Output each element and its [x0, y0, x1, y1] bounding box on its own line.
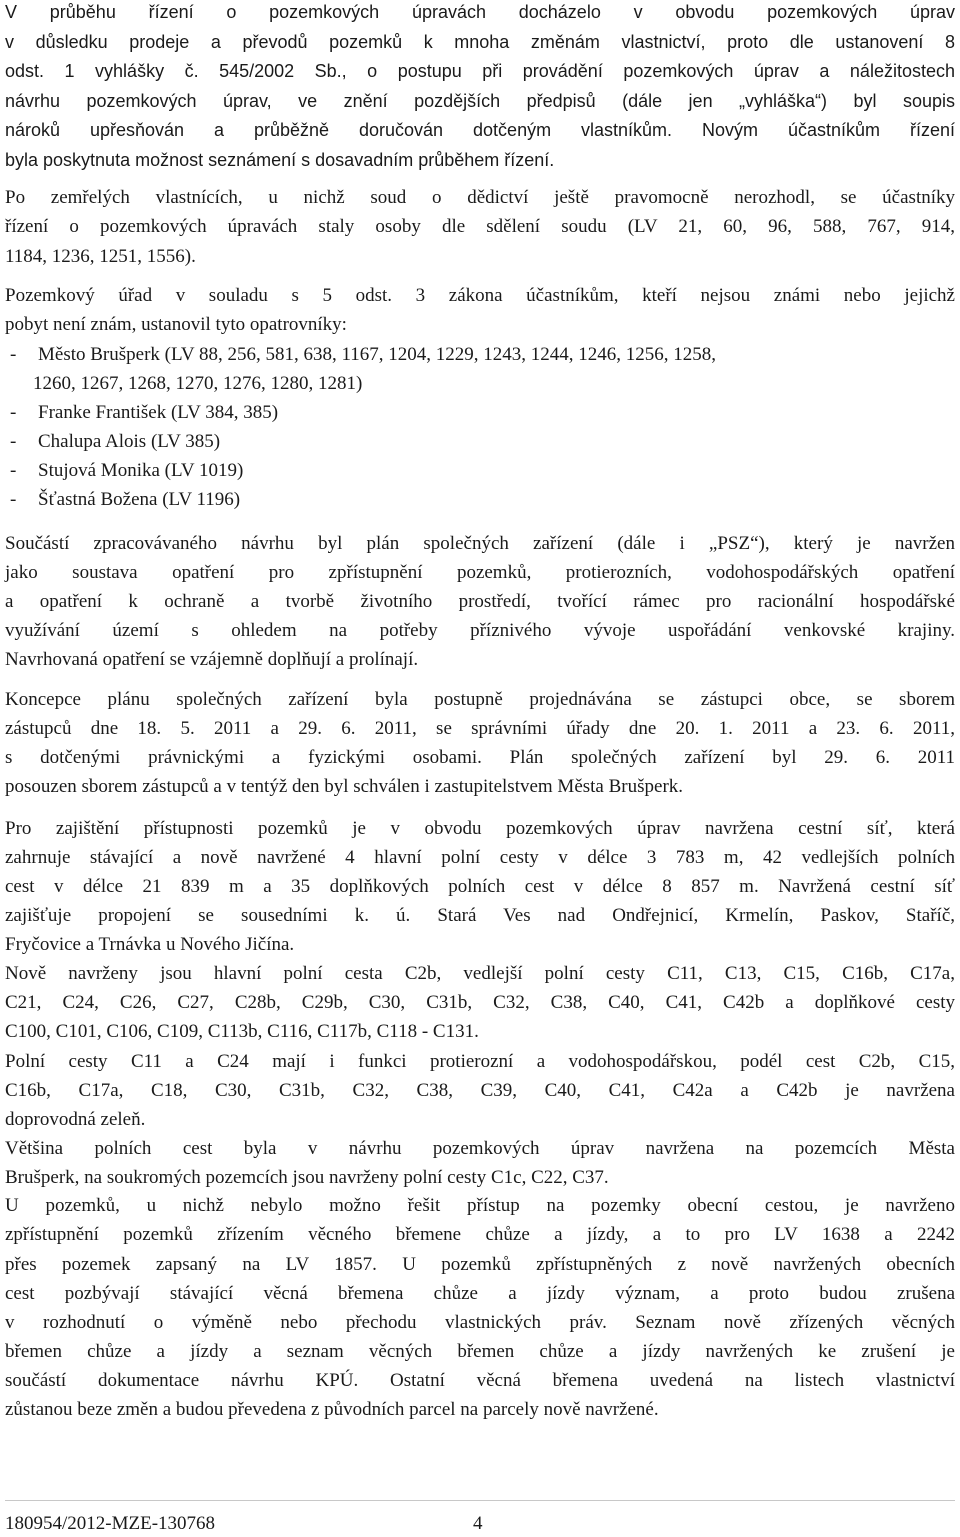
- list-dash: -: [10, 402, 17, 423]
- list-item-text: Stujová Monika (LV 1019): [38, 460, 244, 481]
- text-line: cest pozbývají stávající věcná břemena chůze a jízdy význam, a proto budou zrušena: [5, 1283, 955, 1304]
- text-line: Pro zajištění přístupnosti pozemků je v obvodu pozemkových úprav navržena cestní síť, která: [5, 818, 955, 839]
- list-dash: -: [10, 431, 17, 452]
- text-line: C21, C24, C26, C27, C28b, C29b, C30, C31b, C32, C38, C40, C41, C42b a doplňkové cesty: [5, 992, 955, 1013]
- text-line: řízení o pozemkových úpravách staly osoby dle sdělení soudu (LV 21, 60, 96, 588, 767, 914,: [5, 216, 955, 237]
- text-line: zástupců dne 18. 5. 2011 a 29. 6. 2011, se správními úřady dne 20. 1. 2011 a 23. 6. 2011,: [5, 718, 955, 739]
- list-item-text: Město Brušperk (LV 88, 256, 581, 638, 1167, 1204, 1229, 1243, 1244, 1246, 1256, 1258,: [38, 344, 717, 365]
- text-line: Nově navrženy jsou hlavní polní cesta C2b, vedlejší polní cesty C11, C13, C15, C16b, C17a,: [5, 963, 955, 984]
- list-item-text: Chalupa Alois (LV 385): [38, 431, 221, 452]
- text-line: jako soustava opatření pro zpřístupnění pozemků, protierozních, vodohospodářských opatření: [5, 562, 955, 583]
- document-reference: 180954/2012-MZE-130768: [5, 1513, 216, 1534]
- footer-divider: [5, 1500, 955, 1501]
- text-line: U pozemků, u nichž nebylo možno řešit přístup na pozemky obecní cestou, je navrženo: [5, 1195, 955, 1216]
- text-line: přes pozemek zapsaný na LV 1857. U pozemků zpřístupněných z nově navržených obecních: [5, 1254, 955, 1275]
- text-line: Koncepce plánu společných zařízení byla postupně projednávána se zástupci obce, se sborem: [5, 689, 955, 710]
- list-item-continuation: 1260, 1267, 1268, 1270, 1276, 1280, 1281): [33, 373, 363, 394]
- page-number: 4: [473, 1513, 483, 1534]
- list-item: [5, 485, 955, 515]
- text-line: v rozhodnutí o výměně nebo přechodu vlastnických práv. Seznam nově zřízených věcných: [5, 1312, 955, 1333]
- list-dash: -: [10, 489, 17, 510]
- text-line: odst. 1 vyhlášky č. 545/2002 Sb., o postupu při provádění pozemkových úprav a náležitostech: [5, 61, 955, 81]
- list-dash: -: [10, 460, 17, 481]
- text-line: Součástí zpracovávaného návrhu byl plán společných zařízení (dále i „PSZ“), který je navržen: [5, 533, 955, 554]
- text-line: Většina polních cest byla v návrhu pozemkových úprav navržena na pozemcích Města: [5, 1138, 955, 1159]
- list-item: [5, 427, 955, 457]
- list-dash: -: [10, 344, 17, 365]
- text-line: pobyt není znám, ustanovil tyto opatrovníky:: [5, 314, 347, 335]
- text-line: zajišťuje propojení se sousedními k. ú. Stará Ves nad Ondřejnicí, Krmelín, Paskov, Staříč,: [5, 905, 955, 926]
- text-line: návrhu pozemkových úprav, ve znění pozdějších předpisů (dále jen „vyhláška“) byl soupis: [5, 91, 955, 111]
- text-line: Polní cesty C11 a C24 mají i funkci protierozní a vodohospodářskou, podél cest C2b, C15,: [5, 1051, 955, 1072]
- list-item: [5, 398, 955, 428]
- text-line: cest v délce 21 839 m a 35 doplňkových polních cest v délce 8 857 m. Navržená cestní síť: [5, 876, 955, 897]
- text-line: V průběhu řízení o pozemkových úpravách docházelo v obvodu pozemkových úprav: [5, 2, 955, 22]
- list-item: [5, 456, 955, 486]
- text-line: Navrhovaná opatření se vzájemně doplňují a prolínají.: [5, 649, 419, 670]
- text-line: v důsledku prodeje a převodů pozemků k mnoha změnám vlastnictví, proto dle ustanovení 8: [5, 32, 955, 52]
- text-line: a opatření k ochraně a tvorbě životního prostředí, tvořící rámec pro racionální hospodářské: [5, 591, 955, 612]
- text-line: Po zemřelých vlastnících, u nichž soud o dědictví ještě pravomocně nerozhodl, se účastníky: [5, 187, 955, 208]
- text-line: využívání území s ohledem na potřeby příznivého vývoje uspořádání venkovské krajiny.: [5, 620, 955, 641]
- list-item: [5, 340, 955, 370]
- list-item-text: Franke František (LV 384, 385): [38, 402, 279, 423]
- text-line: byla poskytnuta možnost seznámení s dosavadním průběhem řízení.: [5, 150, 555, 170]
- text-line: zpřístupnění pozemků zřízením věcného břemene chůze a jízdy, a to pro LV 1638 a 2242: [5, 1224, 955, 1245]
- text-line: břemen chůze a jízdy a seznam věcných břemen chůze a jízdy navržených ke zrušení je: [5, 1341, 955, 1362]
- text-line: nároků upřesňován a průběžně doručován dotčeným vlastníkům. Novým účastníkům řízení: [5, 120, 955, 140]
- text-line: 1184, 1236, 1251, 1556).: [5, 246, 196, 267]
- text-line: Fryčovice a Trnávka u Nového Jičína.: [5, 934, 295, 955]
- text-line: zůstanou beze změn a budou převedena z původních parcel na parcely nově navržené.: [5, 1399, 659, 1420]
- text-line: Brušperk, na soukromých pozemcích jsou navrženy polní cesty C1c, C22, C37.: [5, 1167, 609, 1188]
- text-line: s dotčenými právnickými a fyzickými osobami. Plán společných zařízení byl 29. 6. 2011: [5, 747, 955, 768]
- text-line: doprovodná zeleň.: [5, 1109, 146, 1130]
- text-line: součástí dokumentace návrhu KPÚ. Ostatní věcná břemena uvedená na listech vlastnictví: [5, 1370, 955, 1391]
- text-line: C100, C101, C106, C109, C113b, C116, C117b, C118 - C131.: [5, 1021, 479, 1042]
- text-line: zahrnuje stávající a nově navržené 4 hlavní polní cesty v délce 3 783 m, 42 vedlejších polních: [5, 847, 955, 868]
- text-line: C16b, C17a, C18, C30, C31b, C32, C38, C39, C40, C41, C42a a C42b je navržena: [5, 1080, 955, 1101]
- list-item-text: Šťastná Božena (LV 1196): [38, 489, 241, 510]
- text-line: Pozemkový úřad v souladu s 5 odst. 3 zákona účastníkům, kteří nejsou známi nebo jejichž: [5, 285, 955, 306]
- text-line: posouzen sborem zástupců a v tentýž den byl schválen i zastupitelstvem Města Brušperk.: [5, 776, 684, 797]
